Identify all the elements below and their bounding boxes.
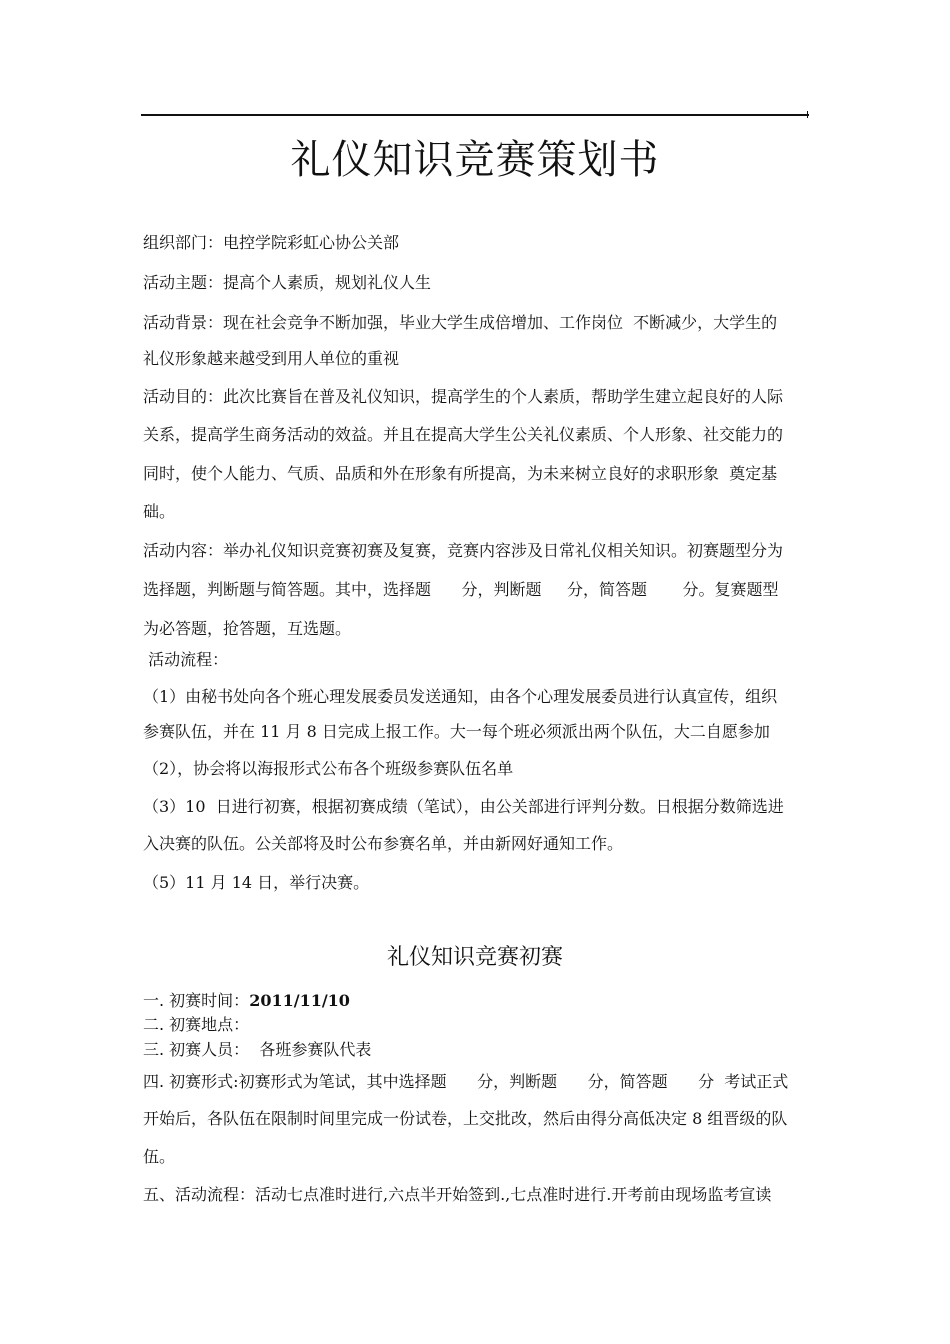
theme-line: 活动主题：提高个人素质，规划礼仪人生: [143, 273, 432, 292]
header-rule: [141, 114, 809, 116]
document-title: 礼仪知识竞赛策划书: [290, 137, 660, 183]
prelim-form-line-3: 伍。: [143, 1147, 176, 1166]
flow-step-1a: （1）由秘书处向各个班心理发展委员发送通知，由各个心理发展委员进行认真宣传，组织: [143, 687, 778, 706]
flow-step-3b: 入决赛的队伍。公关部将及时公布参赛名单，并由新网好通知工作。: [143, 834, 624, 853]
purpose-line-1: 活动目的：此次比赛旨在普及礼仪知识，提高学生的个人素质，帮助学生建立起良好的人际: [143, 387, 784, 406]
prelim-time-value: 2011/11/10: [249, 991, 350, 1010]
prelim-people: 三. 初赛人员： 各班参赛队代表: [143, 1040, 372, 1059]
org-line: 组织部门：电控学院彩虹心协公关部: [143, 233, 400, 252]
prelim-form-line-1: 四. 初赛形式:初赛形式为笔试，其中选择题 分，判断题 分，简答题 分 考试正式: [143, 1072, 789, 1091]
header-rule-tick: [807, 111, 808, 118]
background-line-1: 活动背景：现在社会竞争不断加强，毕业大学生成倍增加、工作岗位 不断减少，大学生的: [143, 313, 778, 332]
flow-step-2: （2），协会将以海报形式公布各个班级参赛队伍名单: [143, 759, 514, 778]
content-line-3: 为必答题，抢答题，互选题。: [143, 619, 352, 638]
prelim-title: 礼仪知识竞赛初赛: [386, 945, 563, 970]
flow-step-5: （5）11 月 14 日，举行决赛。: [143, 873, 370, 892]
purpose-line-4: 础。: [143, 502, 176, 521]
flow-step-1b: 参赛队伍，并在 11 月 8 日完成上报工作。大一每个班必须派出两个队伍，大二自愿参加: [143, 722, 770, 741]
prelim-place: 二. 初赛地点：: [143, 1015, 250, 1034]
flow-step-3a: （3）10 日进行初赛，根据初赛成绩（笔试），由公关部进行评判分数。日根据分数筛选进: [143, 797, 784, 816]
prelim-form-line-2: 开始后，各队伍在限制时间里完成一份试卷，上交批改，然后由得分高低决定 8 组晋级的队: [143, 1109, 788, 1128]
content-line-2: 选择题，判断题与简答题。其中，选择题 分，判断题 分，简答题 分。复赛题型: [143, 580, 779, 599]
purpose-line-2: 关系，提高学生商务活动的效益。并且在提高大学生公关礼仪素质、个人形象、社交能力的: [143, 425, 784, 444]
flow-heading: 活动流程：: [143, 650, 229, 669]
purpose-line-3: 同时，使个人能力、气质、品质和外在形象有所提高，为未来树立良好的求职形象 奠定基: [143, 464, 778, 483]
prelim-time-label: 一. 初赛时间：: [143, 991, 250, 1010]
content-line-1: 活动内容：举办礼仪知识竞赛初赛及复赛，竞赛内容涉及日常礼仪相关知识。初赛题型分为: [143, 541, 784, 560]
prelim-flow-line: 五、活动流程：活动七点准时进行,六点半开始签到.,七点准时进行.开考前由现场监考宣读: [143, 1185, 772, 1204]
background-line-2: 礼仪形象越来越受到用人单位的重视: [143, 349, 400, 368]
